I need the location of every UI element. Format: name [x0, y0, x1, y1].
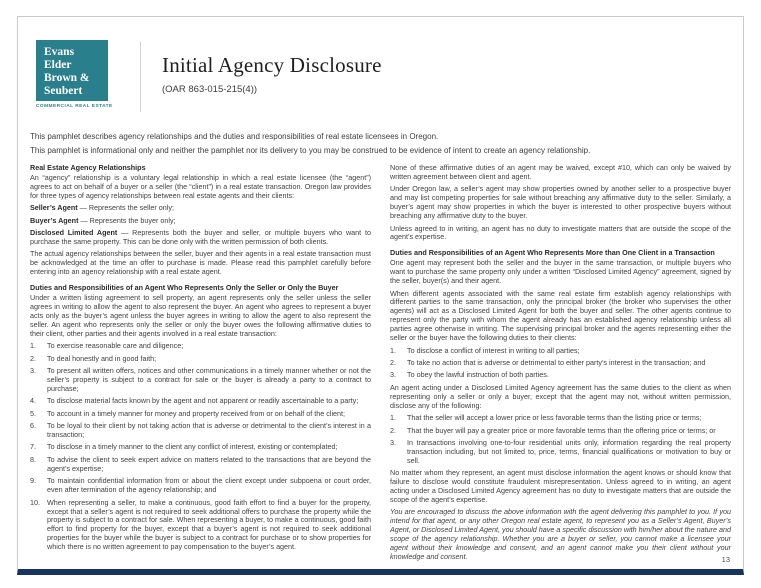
list-item [390, 347, 731, 356]
list-item-number: 3. [390, 437, 396, 447]
agent-type-text: — Represents the buyer only; [78, 215, 176, 225]
paragraph: When different agents associated with the same real estate firm establish agency relationships with different parties to the same transaction, only the principal broker (the broker who supervises the other agents) will act as a Disclosed Limited Agent for both the buyer and seller. The other agents continue to represent only the party with whom the agent already has an established agency relationship unless all parties agree otherwise in writing. The supervising principal broker and the agents representing either the seller or the buyer have the following duties to their clients: [390, 288, 731, 343]
paragraph: No matter whom they represent, an agent must disclose information the agent knows or should know that failure to disclose would constitute fraudulent misrepresentation. Unless agreed to in writing, an agent acting under a Disclosed Limited Agency agreement has no duty to investigate matters that are outside the scope of the agent’s expertise. [390, 468, 731, 504]
list-item-text: To take no action that is adverse or detrimental to either party’s interest in the transaction; and [407, 358, 706, 368]
list-item-text: That the buyer will pay a greater price or more favorable terms than the offering price or terms; or [407, 425, 716, 435]
paragraph: Under Oregon law, a seller’s agent may show properties owned by another seller to a prospective buyer and may list competing properties for sale without breaching any affirmative duty to the seller. Similarly, a buyer’s agent may show properties in which the buyer is interested to other prospective buyers without breaching any affirmative duty to the buyer. [390, 184, 731, 221]
intro-paragraphs [30, 132, 731, 156]
agent-type-disclosed-limited-agent [30, 229, 371, 247]
logo-tagline: COMMERCIAL REAL ESTATE [36, 104, 113, 109]
agent-type-text: — Represents both the buyer and seller, or multiple buyers who want to purchase the same property. This can be done only with the written permission of both clients. [30, 228, 371, 246]
list-item [390, 371, 731, 380]
agent-type-buyers-agent [30, 217, 371, 226]
intro-line-2: This pamphlet is informational only and neither the pamphlet nor its delivery to you may be construed to be evidence of intent to create an agency relationship. [30, 146, 591, 155]
list-item [390, 359, 731, 368]
list-item-number: 1. [30, 341, 36, 351]
list-item [390, 439, 731, 466]
list-item-number: 2. [390, 425, 396, 435]
list-item [30, 422, 371, 440]
header-divider [140, 42, 141, 112]
duties-list [30, 342, 371, 552]
list-item-number: 9. [30, 476, 36, 486]
nondisclosure-list [390, 414, 731, 466]
list-item-number: 2. [390, 358, 396, 368]
list-item-text: To disclose a conflict of interest in writing to all parties; [407, 345, 580, 355]
intro-line-1: This pamphlet describes agency relationships and the duties and responsibilities of real estate licensees in Oregon. [30, 132, 439, 141]
section-heading-agency-relationships: Real Estate Agency Relationships [30, 163, 146, 172]
list-item-text: To deal honestly and in good faith; [47, 353, 157, 363]
list-item-number: 3. [390, 370, 396, 380]
list-item [30, 456, 371, 474]
list-item-text: To present all written offers, notices and other communications in a timely manner whether or not the seller’s property is subject to a contract for sale or the buyer is already a party to a contract to purchase; [47, 366, 371, 393]
logo-line-4: Seubert [44, 84, 83, 97]
list-item [30, 355, 371, 364]
two-column-body [30, 164, 731, 565]
logo-box [36, 40, 108, 101]
list-item-number: 4. [30, 396, 36, 406]
list-item-text: When representing a seller, to make a continuous, good faith effort to find a buyer for the property, except that a seller’s agent is not required to seek additional offers to purchase the property while the property is subject to a contract for sale. When representing a buyer, to make a continuous, good faith effort to find property for the buyer, except that a buyer’s agent is not required to seek additional properties for the buyer while the buyer is subject to a contract for purchase or to show properties for which there is no written agreement to pay compensation to the buyer’s agent. [47, 497, 371, 552]
left-column [30, 164, 371, 565]
agent-type-lead: Buyer’s Agent [30, 215, 79, 225]
list-item-text: To maintain confidential information from or about the client except under subpoena or court order, even after termination of the agency relationship; and [47, 476, 371, 495]
right-column [390, 164, 731, 565]
list-item-text: That the seller will accept a lower price or less favorable terms than the listing price or terms; [407, 413, 702, 423]
list-item [30, 367, 371, 394]
paragraph: Unless agreed to in writing, an agent has no duty to investigate matters that are outside the scope of the agent’s expertise. [390, 223, 731, 242]
paragraph: One agent may represent both the seller and the buyer in the same transaction, or multiple buyers who want to purchase the same property only under a written “Disclosed Limited Agency” agreement, signed by the seller, buyer(s) and their agent. [390, 258, 731, 286]
list-item-number: 3. [30, 366, 36, 376]
list-item [30, 397, 371, 406]
list-item-number: 5. [30, 408, 36, 418]
page-number: 13 [721, 555, 730, 564]
page-title: Initial Agency Disclosure [162, 53, 382, 77]
list-item-number: 1. [390, 345, 396, 355]
section-heading-duties-more-than-one-client: Duties and Responsibilities of an Agent Who Represents More than One Client in a Transaction [390, 248, 715, 258]
list-item-number: 8. [30, 454, 36, 464]
company-logo [36, 40, 122, 112]
list-item-number: 2. [30, 353, 36, 363]
paragraph: None of these affirmative duties of an agent may be waived, except #10, which can only be waived by written agreement between client and agent. [390, 163, 731, 181]
list-item [30, 342, 371, 351]
header [36, 40, 731, 112]
list-item-text: In transactions involving one-to-four residential units only, information regarding the real property transaction including, but not limited to, price, terms, financial qualifications or motivation to buy or sell. [407, 437, 731, 465]
list-item-number: 10. [30, 497, 40, 507]
list-item [30, 410, 371, 419]
list-item-text: To advise the client to seek expert advice on matters related to the transactions that are beyond the agent’s expertise; [47, 454, 371, 473]
agent-type-lead: Disclosed Limited Agent [30, 228, 118, 238]
agent-type-sellers-agent [30, 204, 371, 213]
list-item-text: To disclose material facts known by the agent and not apparent or readily ascertainable to a party; [47, 396, 359, 406]
closing-advisory-paragraph: You are encouraged to discuss the above information with the agent delivering this pamphlet to you. If you intend for that agent, or any other Oregon real estate agent, to represent you as a Seller’s Agent, Buyer’s Agent, or Disclosed Limited Agent, you should have a specific discussion with him/her about the nature and scope of the agency relationship. Whether you are a buyer or seller, you cannot make a licensee your agent without their knowledge and consent, and an agent cannot make you their client without your knowledge and consent. [390, 507, 731, 562]
page-content [18, 17, 743, 569]
section-heading-duties-seller-or-buyer: Duties and Responsibilities of an Agent Who Represents Only the Seller or Only the Buyer [30, 283, 339, 293]
paragraph: Under a written listing agreement to sell property, an agent represents only the seller unless the seller agrees in writing to allow the agent to also represent the buyer. An agent who agrees to represent a buyer acts only as the buyer’s agent unless the buyer agrees in writing to allow the agent to also represent the seller. An agent who represents only the seller or only the buyer owes the following affirmative duties to their client, other parties and their agents involved in a real estate transaction: [30, 293, 371, 338]
title-block [162, 40, 382, 112]
agent-type-lead: Seller’s Agent [30, 203, 78, 213]
paragraph: The actual agency relationships between the seller, buyer and their agents in a real estate transaction must be acknowledged at the time an offer to purchase is made. Please read this pamphlet carefully before entering into an agency relationship with a real estate agent. [30, 249, 371, 277]
agent-type-text: — Represents the seller only; [77, 203, 174, 213]
client-duties-list [390, 347, 731, 381]
list-item [390, 427, 731, 436]
list-item-text: To obey the lawful instruction of both parties. [407, 370, 549, 380]
logo-line-3: Brown & [44, 71, 90, 84]
list-item [390, 414, 731, 423]
list-item-text: To be loyal to their client by not taking action that is adverse or detrimental to the client’s interest in a transaction; [47, 421, 371, 440]
list-item [30, 443, 371, 452]
list-item-text: To exercise reasonable care and diligence; [47, 341, 184, 351]
list-item [30, 499, 371, 553]
list-item-number: 6. [30, 421, 36, 431]
page-subtitle: (OAR 863-015-215(4)) [162, 84, 258, 95]
logo-line-2: Elder [44, 58, 72, 71]
list-item [30, 477, 371, 495]
list-item-number: 1. [390, 413, 396, 423]
paragraph: An agent acting under a Disclosed Limited Agency agreement has the same duties to the client as when representing only a seller or only a buyer, except that the agent may not, without written permission, disclose any of the following: [390, 382, 731, 410]
pamphlet-page [17, 16, 744, 575]
logo-line-1: Evans [44, 46, 75, 58]
list-item-text: To disclose in a timely manner to the client any conflict of interest, existing or contemplated; [47, 442, 338, 452]
list-item-text: To account in a timely manner for money and property received from or on behalf of the client; [47, 408, 346, 418]
list-item-number: 7. [30, 442, 36, 452]
paragraph: An “agency” relationship is a voluntary legal relationship in which a real estate licensee (the “agent”) agrees to act on behalf of a buyer or a seller (the “client”) in a real estate transaction. Oregon law provides for three types of agency relationships between real estate agents and their clients: [30, 172, 371, 200]
